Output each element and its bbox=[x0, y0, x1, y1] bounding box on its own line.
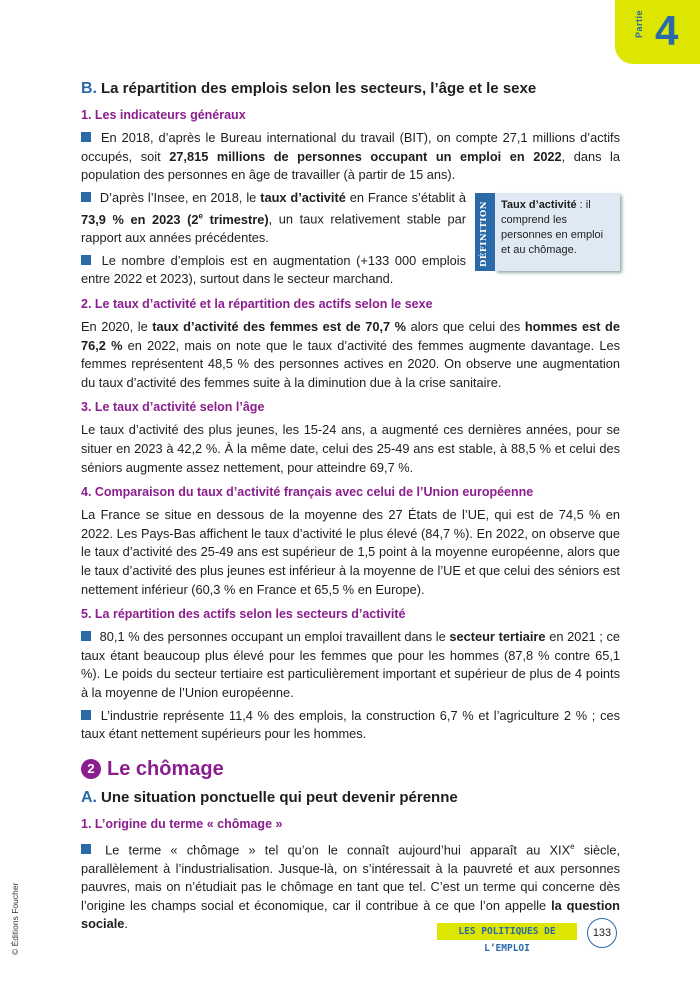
definition-wrap bbox=[81, 189, 620, 289]
bullet-square-icon bbox=[81, 192, 91, 202]
page-number: 133 bbox=[587, 918, 617, 948]
part-number: 4 bbox=[655, 7, 679, 54]
definition-text: : il comprend les personnes en emploi et au chômage. bbox=[501, 198, 604, 256]
footer-chapter-band: LES POLITIQUES DE L’EMPLOI bbox=[437, 923, 577, 940]
sub4-heading: 4. Comparaison du taux d’activité français avec celui de l’Union européenne bbox=[81, 485, 534, 500]
sub2-heading: 2. Le taux d’activité et la répartition des actifs selon le sexe bbox=[81, 297, 433, 312]
bullet-square-icon bbox=[81, 255, 91, 265]
definition-label: DÉFINITION bbox=[479, 200, 489, 267]
bullet-square-icon bbox=[81, 710, 91, 720]
sub5-heading: 5. La répartition des actifs selon les secteurs d’activité bbox=[81, 607, 406, 622]
copyright: © Éditions Foucher bbox=[10, 882, 20, 955]
bullet-square-icon bbox=[81, 631, 91, 641]
sub1-paragraph-2: D’après l’Insee, en 2018, le taux d’activité en France s’établit à 73,9 % en 2023 (2e trimestre), un taux relativement stable par rapport aux années précédentes. bbox=[81, 189, 466, 246]
part-tab bbox=[615, 0, 700, 64]
section-2-heading bbox=[81, 758, 620, 781]
section-number-badge: 2 bbox=[81, 759, 101, 779]
sub2-paragraph: En 2020, le taux d’activité des femmes est de 70,7 % alors que celui des hommes est de 76,2 % en 2022, mais on note que le taux d’activité des femmes augmente davantage. Les femmes représentent 48,5 % des personnes actives en 2020. On observe une augmentation du taux d’activité des femmes suite à la diminution due à la crise sanitaire. bbox=[81, 319, 620, 390]
bullet-square-icon bbox=[81, 844, 91, 854]
sub3-paragraph: Le taux d’activité des plus jeunes, les 15-24 ans, a augmenté ces dernières années, pour se situer en 2023 à 42,2 %. À la même date, celui des 25-49 ans est stable, à 88,5 % et celui des séniors augmente assez nettement, pour atteindre 69,7 %. bbox=[81, 422, 620, 475]
sub1-paragraph-1: En 2018, d’après le Bureau international du travail (BIT), on compte 27,1 millions d’actifs occupés, soit 27,815 millions de personnes occupant un emploi en 2022, dans la population des personnes en âge de travailler (à partir de 15 ans). bbox=[81, 130, 620, 183]
subA1-heading: 1. L’origine du terme « chômage » bbox=[81, 816, 283, 831]
sub4-paragraph: La France se situe en dessous de la moyenne des 27 États de l’UE, qui est de 74,5 % en 2022. Les Pays-Bas affichent le taux d’activité le plus élevé (84,7 %). En 2022, on observe que le taux d’activité des 25-49 ans est supérieur de 1,5 point à la moyenne européenne, alors que le taux d’activité des plus jeunes est inférieur à la moyenne de l’UE et que celui des séniors est nettement inférieur (60,3 % en France et 65,5 % en Europe). bbox=[81, 507, 620, 597]
sub1-paragraph-3: Le nombre d’emplois est en augmentation (+133 000 emplois entre 2022 et 2023), surtout dans le secteur marchand. bbox=[81, 252, 466, 287]
sub1-heading: 1. Les indicateurs généraux bbox=[81, 108, 246, 122]
section-b-heading: B. La répartition des emplois selon les secteurs, l’âge et le sexe bbox=[81, 80, 537, 97]
definition-box bbox=[475, 193, 620, 271]
sub3-heading: 3. Le taux d’activité selon l’âge bbox=[81, 400, 265, 415]
sub5-paragraph-2: L’industrie représente 11,4 % des emplois, la construction 6,7 % et l’agriculture 2 % ; ces taux étant nettement supérieurs pour les hommes. bbox=[81, 707, 620, 742]
part-label: Partie bbox=[634, 9, 644, 38]
definition-term: Taux d’activité bbox=[501, 198, 577, 211]
section-2-title: Le chômage bbox=[107, 757, 224, 780]
page-content bbox=[81, 78, 620, 938]
bullet-square-icon bbox=[81, 132, 91, 142]
sub5-paragraph-1: 80,1 % des personnes occupant un emploi travaillent dans le secteur tertiaire en 2021 ; ce taux étant beaucoup plus élevé pour les femmes que pour les hommes (87,8 % contre 65,1 %). Le poids du secteur tertiaire est particulièrement important et supérieur de plus de 4 points à la moyenne de l’Union européenne. bbox=[81, 629, 620, 700]
subA1-paragraph: Le terme « chômage » tel qu’on le connaît aujourd’hui apparaît au XIXe siècle, parallèlement à l’industrialisation. Jusque-là, on s’intéressait à la pauvreté et aux personnes pauvres, mais on n’étudiait pas le chômage en tant que tel. C’est un terme qui concerne dès l’origine les champs social et économique, car il contribue à ce que l’on appelle la question sociale. bbox=[81, 841, 621, 932]
section-a-heading: A. Une situation ponctuelle qui peut devenir pérenne bbox=[81, 788, 458, 806]
